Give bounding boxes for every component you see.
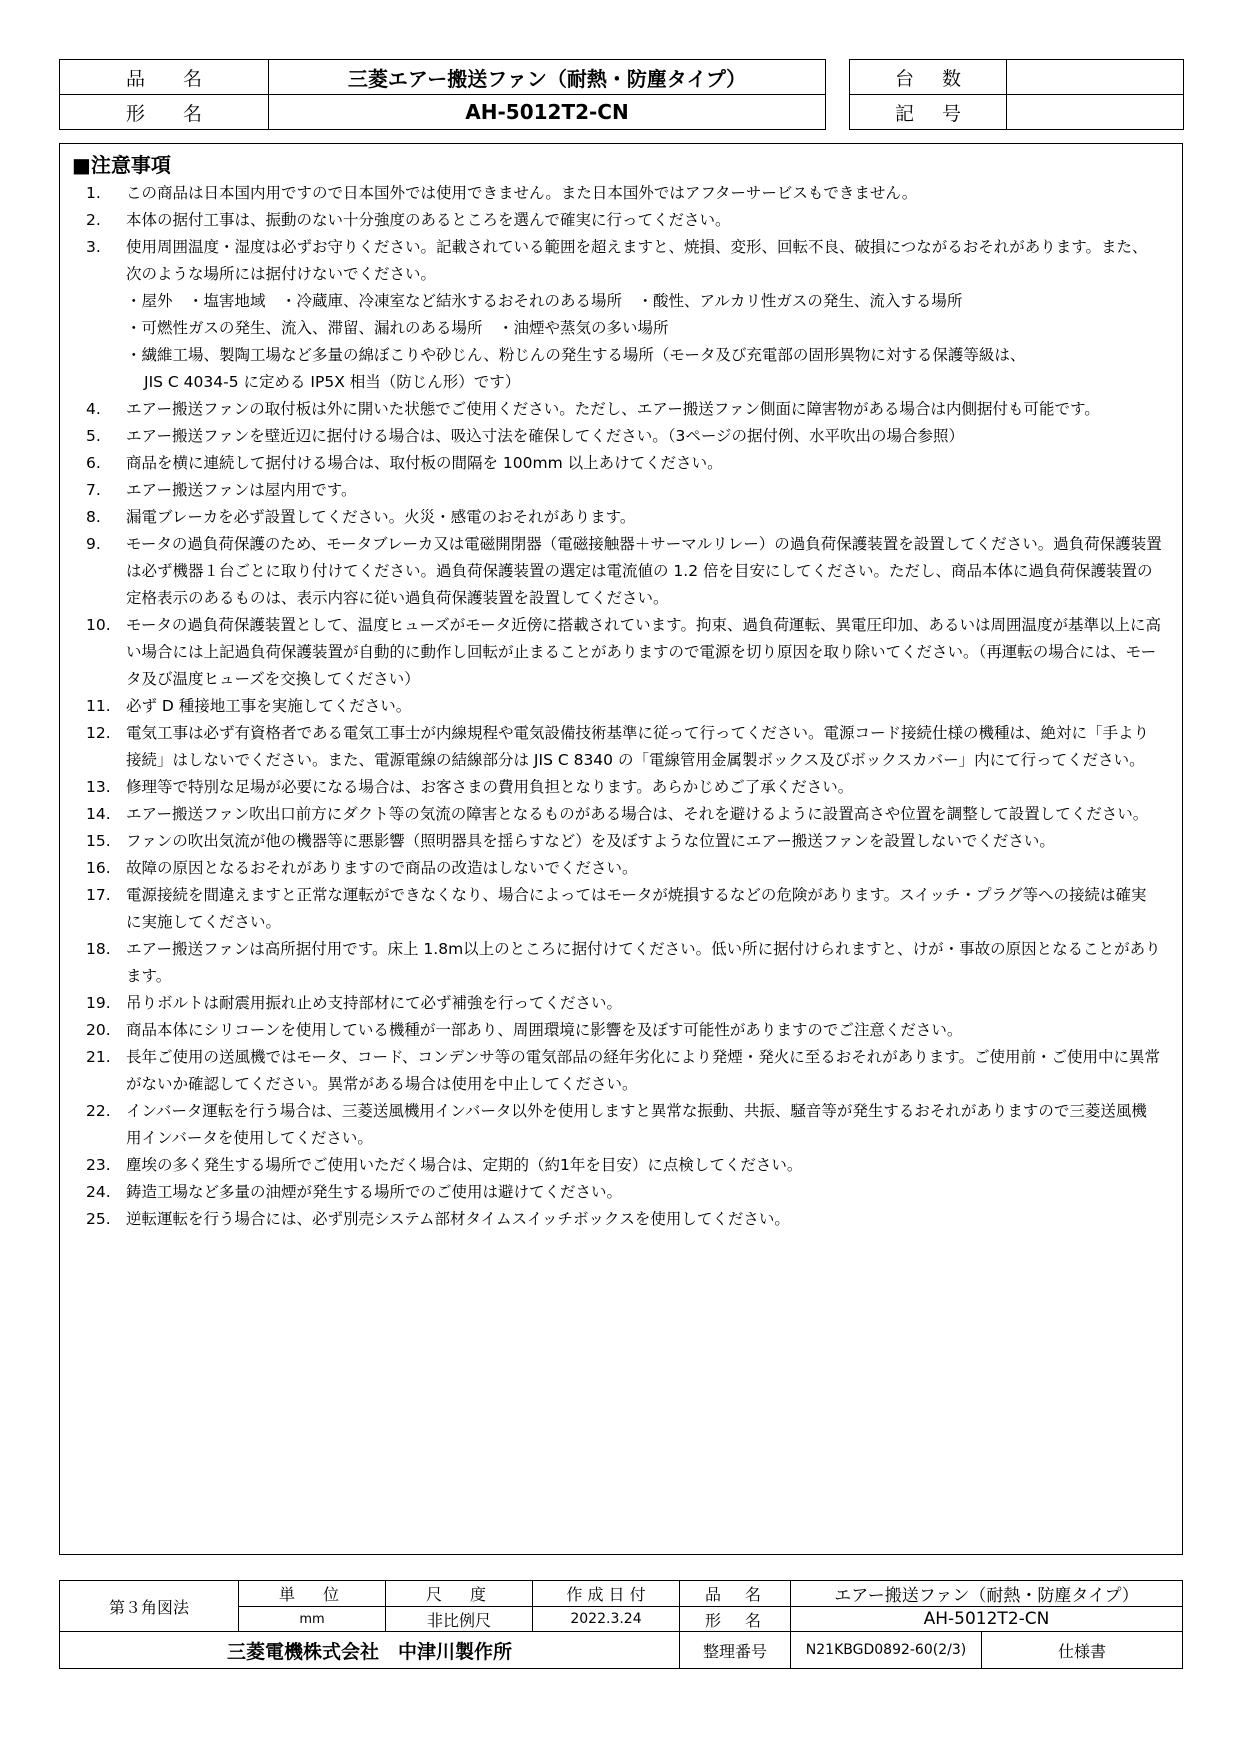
note-number: 20. [86, 1021, 111, 1039]
note-item [60, 1152, 1184, 1179]
note-number: 13. [86, 778, 111, 796]
footer-katamei-label: 形 名 [680, 1607, 791, 1632]
note-item [60, 693, 1184, 720]
note-text: ファンの吹出気流が他の機器等に悪影響（照明器具を揺らすなど）を及ぼすような位置にエアー搬送ファンを設置しないでください。 [126, 832, 1055, 850]
note-text: 吊りボルトは耐震用振れ止め支持部材にて必ず補強を行ってください。 [126, 994, 623, 1012]
note-number: 12. [86, 724, 111, 742]
note-text: 鋳造工場など多量の油煙が発生する場所でのご使用は避けてください。 [126, 1183, 623, 1201]
note-item [60, 1044, 1184, 1098]
note-item [60, 990, 1184, 1017]
note-item [60, 180, 1184, 207]
note-text: 必ず D 種接地工事を実施してください。 [126, 697, 412, 715]
note-item [60, 477, 1184, 504]
note-number: 22. [86, 1102, 111, 1120]
note-item [60, 855, 1184, 882]
katamei-label: 形名 [60, 95, 269, 130]
note-item [60, 1206, 1184, 1233]
header-count-table [849, 59, 1184, 130]
note-text: この商品は日本国内用ですので日本国外では使用できません。また日本国外ではアフターサービスもできません。 [126, 184, 918, 202]
note-text: 長年ご使用の送風機ではモータ、コード、コンデンサ等の電気部品の経年劣化により発煙・発火に至るおそれがあります。ご使用前・ご使用中に異常がないか確認してください。異常がある場合は使用を中止してください。 [126, 1048, 1161, 1093]
note-number: 19. [86, 994, 111, 1012]
note-item [60, 801, 1184, 828]
title-block [59, 1580, 1183, 1669]
hinmei-value: 三菱エアー搬送ファン（耐熱・防塵タイプ） [269, 60, 826, 95]
footer-hinmei-value: エアー搬送ファン（耐熱・防塵タイプ） [791, 1581, 1183, 1607]
note-item [60, 1098, 1184, 1152]
note-item [60, 450, 1184, 477]
note-item [60, 423, 1184, 450]
note-number: 9. [86, 535, 101, 553]
scale-value: 非比例尺 [386, 1607, 533, 1632]
note-item [60, 396, 1184, 423]
note-item [60, 936, 1184, 990]
kigo-value [1007, 95, 1184, 130]
note-number: 24. [86, 1183, 111, 1201]
daisu-value [1007, 60, 1184, 95]
note-number: 15. [86, 832, 111, 850]
note-number: 16. [86, 859, 111, 877]
note-text: 漏電ブレーカを必ず設置してください。火災・感電のおそれがあります。 [126, 508, 636, 526]
note-text: エアー搬送ファンは屋内用です。 [126, 481, 357, 499]
note-text: 電気工事は必ず有資格者である電気工事士が内線規程や電気設備技術基準に従って行ってください。電源コード接続仕様の機種は、絶対に「手より接続」はしないでください。また、電源電線の結線部分は JIS C 8340 の「電線管用金属製ボックス及びボックスカバー」内にて行ってください。 [126, 724, 1150, 769]
hinmei-label: 品名 [60, 60, 269, 95]
note-number: 2. [86, 211, 101, 229]
note-number: 5. [86, 427, 101, 445]
note-number: 3. [86, 238, 101, 256]
note-number: 23. [86, 1156, 111, 1174]
date-value: 2022.3.24 [533, 1607, 680, 1632]
note-item [60, 504, 1184, 531]
note-item [60, 234, 1184, 288]
note-item [60, 531, 1184, 612]
note-text: 塵埃の多く発生する場所でご使用いただく場合は、定期的（約1年を目安）に点検してください。 [126, 1156, 803, 1174]
note-text: 逆転運転を行う場合には、必ず別売システム部材タイムスイッチボックスを使用してください。 [126, 1210, 790, 1228]
note-item [60, 720, 1184, 774]
note-number: 25. [86, 1210, 111, 1228]
note-number: 18. [86, 940, 111, 958]
seiri-label: 整理番号 [680, 1632, 791, 1669]
note-number: 14. [86, 805, 111, 823]
note-item [60, 207, 1184, 234]
note-number: 10. [86, 616, 111, 634]
note-text: エアー搬送ファンの取付板は外に開いた状態でご使用ください。ただし、エアー搬送ファン側面に障害物がある場合は内側据付も可能です。 [126, 400, 1100, 418]
note-text: 修理等で特別な足場が必要になる場合は、お客さまの費用負担となります。あらかじめご了承ください。 [126, 778, 854, 796]
note-text: 本体の据付工事は、振動のない十分強度のあるところを選んで確実に行ってください。 [126, 211, 731, 229]
katamei-value: AH-5012T2-CN [269, 95, 826, 130]
note-text: 商品本体にシリコーンを使用している機種が一部あり、周囲環境に影響を及ぼす可能性がありますのでご注意ください。 [126, 1021, 963, 1039]
note-number: 8. [86, 508, 101, 526]
footer-katamei-value: AH-5012T2-CN [791, 1607, 1183, 1632]
note-text: 商品を横に連続して据付ける場合は、取付板の間隔を 100mm 以上あけてください。 [126, 454, 723, 472]
doc-type: 仕様書 [982, 1632, 1183, 1669]
note-sub-line: ・繊維工場、製陶工場など多量の綿ぼこりや砂じん、粉じんの発生する場所（モータ及び充電部の固形異物に対する保護等級は、 [126, 346, 1026, 364]
note-number: 11. [86, 697, 111, 715]
note-text: インバータ運転を行う場合は、三菱送風機用インバータ以外を使用しますと異常な振動、共振、騒音等が発生するおそれがありますので三菱送風機用インバータを使用してください。 [126, 1102, 1147, 1147]
footer-hinmei-label: 品 名 [680, 1581, 791, 1607]
note-item [60, 828, 1184, 855]
note-text: エアー搬送ファンを壁近辺に据付ける場合は、吸込寸法を確保してください。（3ページの据付例、水平吹出の場合参照） [126, 427, 965, 445]
company-name: 三菱電機株式会社 中津川製作所 [60, 1632, 680, 1669]
note-number: 7. [86, 481, 101, 499]
kigo-label: 記号 [850, 95, 1007, 130]
note-number: 21. [86, 1048, 111, 1066]
note-item [60, 774, 1184, 801]
note-number: 17. [86, 886, 111, 904]
note-item [60, 612, 1184, 693]
note-item [60, 882, 1184, 936]
note-number: 6. [86, 454, 101, 472]
note-text: エアー搬送ファン吹出口前方にダクト等の気流の障害となるものがある場合は、それを避けるように設置高さや位置を調整して設置してください。 [126, 805, 1149, 823]
daisu-label: 台数 [850, 60, 1007, 95]
notes-list [60, 180, 1184, 1233]
projection: 第３角図法 [60, 1581, 239, 1632]
note-text: 故障の原因となるおそれがありますので商品の改造はしないでください。 [126, 859, 638, 877]
note-text: 電源接続を間違えますと正常な運転ができなくなり、場合によってはモータが焼損するなどの危険があります。スイッチ・プラグ等への接続は確実に実施してください。 [126, 886, 1147, 931]
notes-title: ■注意事項 [72, 153, 171, 177]
note-text: モータの過負荷保護装置として、温度ヒューズがモータ近傍に搭載されています。拘束、過負荷運転、異電圧印加、あるいは周囲温度が基準以上に高い場合には上記過負荷保護装置が自動的に動作し回転が止まることがありますので電源を切り原因を取り除いてください。（再運転の場合には、モータ及び温度ヒューズを交換してください） [126, 616, 1161, 688]
note-number: 4. [86, 400, 101, 418]
unit-value: mm [239, 1607, 386, 1632]
notes-box [59, 143, 1183, 1555]
note-number: 1. [86, 184, 101, 202]
note-text: モータの過負荷保護のため、モータブレーカ又は電磁開閉器（電磁接触器＋サーマルリレー）の過負荷保護装置を設置してください。過負荷保護装置は必ず機器１台ごとに取り付けてください。過負荷保護装置の選定は電流値の 1.2 倍を目安にしてください。ただし、商品本体に過負荷保護装置の定格表示のあるものは、表示内容に従い過負荷保護装置を設置してください。 [126, 535, 1162, 607]
note-sub-line: JIS C 4034-5 に定める IP5X 相当（防じん形）です） [144, 373, 521, 391]
note-sub-line: ・屋外 ・塩害地域 ・冷蔵庫、冷凍室など結氷するおそれのある場所 ・酸性、アルカリ性ガスの発生、流入する場所 [126, 292, 963, 310]
unit-label: 単 位 [239, 1581, 386, 1607]
date-label: 作 成 日 付 [533, 1581, 680, 1607]
note-text: エアー搬送ファンは高所据付用です。床上 1.8m以上のところに据付けてください。低い所に据付けられますと、けが・事故の原因となることがあります。 [126, 940, 1161, 985]
note-item [60, 1017, 1184, 1044]
scale-label: 尺 度 [386, 1581, 533, 1607]
note-text: 使用周囲温度・湿度は必ずお守りください。記載されている範囲を超えますと、焼損、変形、回転不良、破損につながるおそれがあります。また、次のような場所には据付けないでください。 [126, 238, 1148, 283]
header-product-table [59, 59, 826, 130]
note-sub-line: ・可燃性ガスの発生、流入、滞留、漏れのある場所 ・油煙や蒸気の多い場所 [126, 319, 669, 337]
note-item [60, 1179, 1184, 1206]
seiri-value: N21KBGD0892-60(2/3) [791, 1632, 982, 1669]
